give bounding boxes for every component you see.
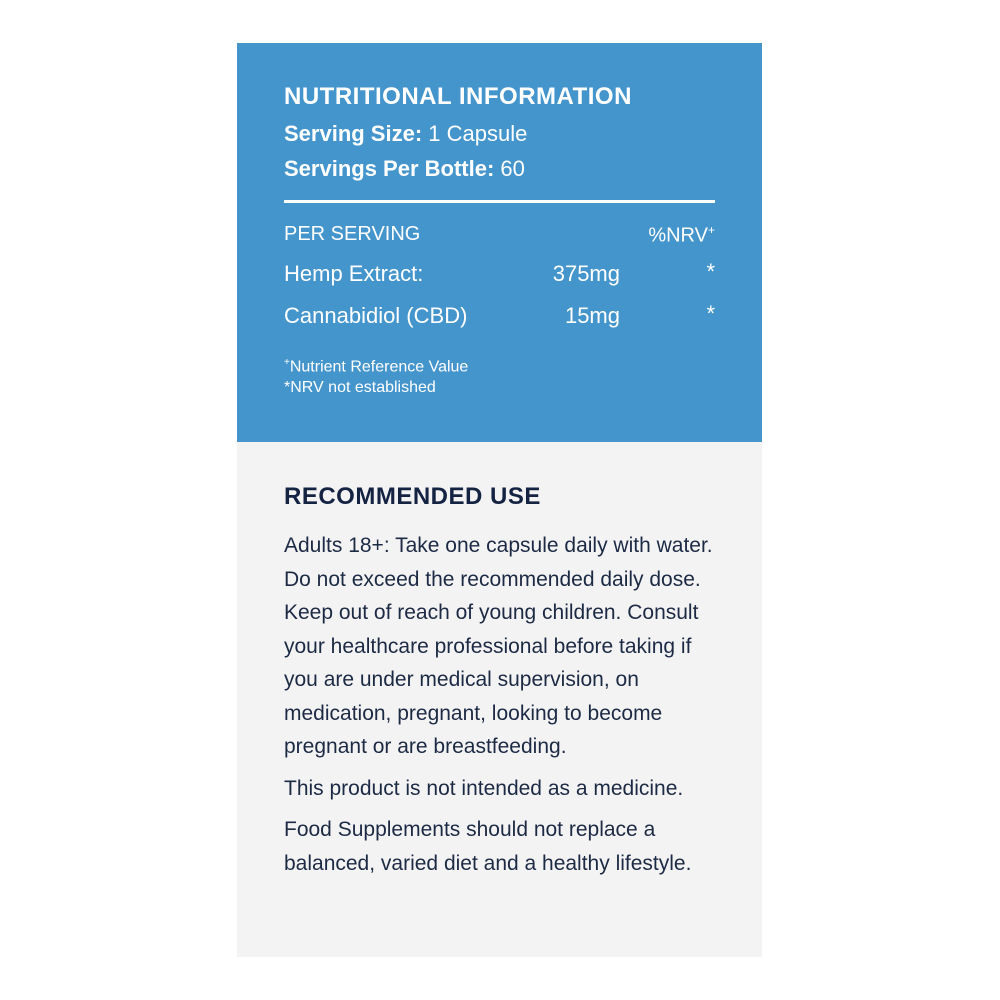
recommended-use-paragraph: Food Supplements should not replace a balanced, varied diet and a healthy lifestyle.	[284, 818, 692, 875]
recommended-use-body	[284, 529, 724, 888]
nutrient-row	[284, 261, 715, 291]
recommended-use-paragraph: This product is not intended as a medicine.	[284, 776, 684, 800]
servings-per-bottle-label: Servings Per Bottle:	[284, 156, 495, 181]
footnote-mark: +	[284, 357, 290, 368]
nutrient-amount: 375mg	[552, 261, 620, 286]
nutritional-information-section	[237, 43, 762, 442]
recommended-use-title: RECOMMENDED USE	[284, 483, 541, 510]
footnote-nrv-not-established: *NRV not established	[284, 379, 436, 396]
per-serving-header: PER SERVING	[284, 223, 421, 245]
nutrient-row	[284, 303, 715, 333]
recommended-use-section	[237, 442, 762, 957]
nrv-column-header	[648, 223, 715, 248]
nutrient-name: Hemp Extract:	[284, 261, 424, 286]
nutritional-information-title: NUTRITIONAL INFORMATION	[284, 83, 632, 110]
footnote-text: Nutrient Reference Value	[289, 358, 469, 376]
nrv-header-text: %NRV	[648, 224, 708, 247]
servings-per-bottle	[284, 156, 525, 182]
nutrient-nrv: *	[706, 301, 715, 326]
footnote-nrv-definition	[284, 357, 468, 376]
nutrient-nrv: *	[706, 259, 715, 284]
servings-per-bottle-value: 60	[500, 156, 525, 181]
serving-size-value: 1 Capsule	[428, 121, 528, 146]
serving-size-label: Serving Size:	[284, 121, 423, 146]
label-panel	[237, 43, 762, 957]
recommended-use-paragraph: Adults 18+: Take one capsule daily with water. Do not exceed the recommended daily dose. Keep out of reach of young children. Consult your healthcare professional before taking if you are under medical supervision, on medication, pregnant, looking to become pregnant or are breastfeeding.	[284, 534, 713, 758]
section-divider	[284, 200, 715, 203]
nutrient-amount: 15mg	[564, 303, 620, 328]
serving-size	[284, 121, 527, 147]
nrv-header-mark: +	[707, 223, 715, 237]
nutrient-name: Cannabidiol (CBD)	[284, 303, 468, 328]
